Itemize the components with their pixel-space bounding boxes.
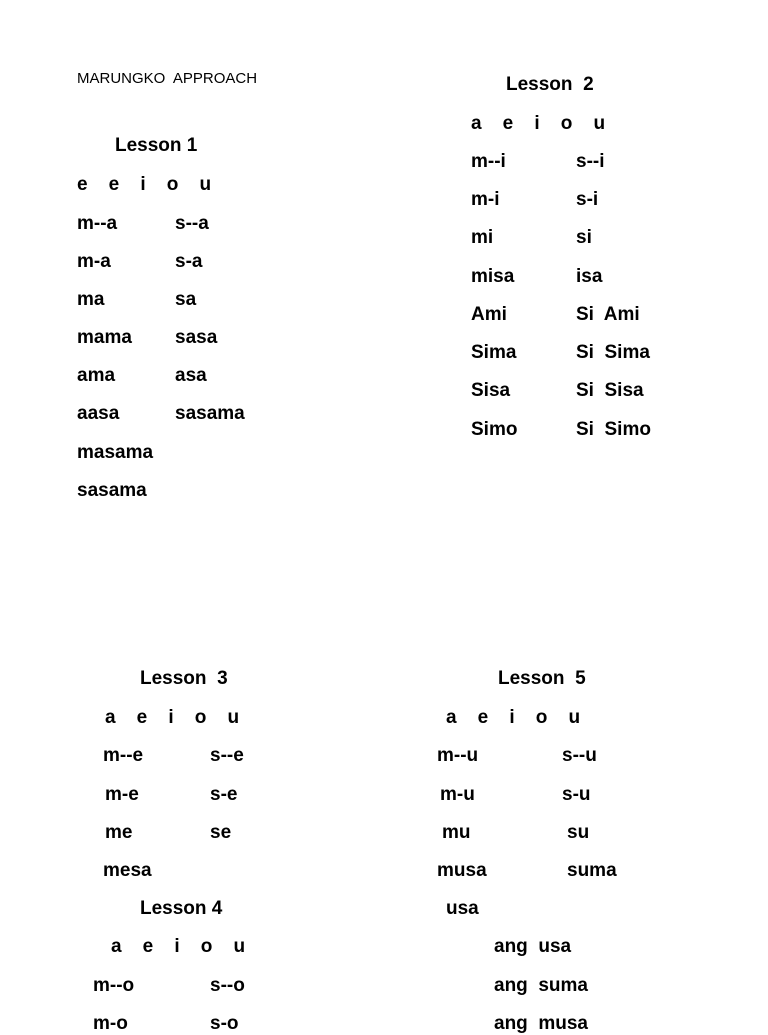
word-left: mesa <box>103 860 152 881</box>
word-left: Sisa <box>471 380 511 401</box>
vowel-row: a e i o u <box>105 707 240 728</box>
word-left: m--a <box>77 213 118 234</box>
word-left: me <box>105 822 133 843</box>
word-right: Si Sisa <box>576 380 644 401</box>
word-left: ma <box>77 289 105 310</box>
page-title: MARUNGKO APPROACH <box>77 70 258 87</box>
word-left: m--o <box>93 975 135 996</box>
phrase: ang musa <box>494 1013 588 1034</box>
word-right: Si Simo <box>576 419 651 440</box>
word-right: isa <box>576 266 603 287</box>
word-right: s-a <box>175 251 203 272</box>
word-right: s-u <box>562 784 591 805</box>
vowel-row: a e i o u <box>446 707 581 728</box>
word-right: s--e <box>210 745 244 766</box>
word-right: s-e <box>210 784 238 805</box>
word-left: misa <box>471 266 515 287</box>
word-right: s--o <box>210 975 245 996</box>
lesson-heading: Lesson 1 <box>115 135 198 156</box>
word-left: m-u <box>440 784 475 805</box>
word-right: Si Sima <box>576 342 650 363</box>
word-right: sasa <box>175 327 218 348</box>
word-left: m--e <box>103 745 144 766</box>
word-left: mu <box>442 822 471 843</box>
word-left: usa <box>446 898 479 919</box>
word-right: se <box>210 822 232 843</box>
word-left: Ami <box>471 304 507 325</box>
phrase: ang usa <box>494 936 572 957</box>
word-left: m-i <box>471 189 500 210</box>
word-right: s-o <box>210 1013 239 1034</box>
word-left: masama <box>77 442 154 463</box>
word-left: aasa <box>77 403 120 424</box>
word-right: s--a <box>175 213 209 234</box>
word-left: Sima <box>471 342 517 363</box>
word-right: su <box>567 822 590 843</box>
lesson-heading: Lesson 3 <box>140 668 228 689</box>
word-right: sa <box>175 289 197 310</box>
word-left: m--i <box>471 151 506 172</box>
phrase: ang suma <box>494 975 588 996</box>
word-right: suma <box>567 860 617 881</box>
word-left: mi <box>471 227 494 248</box>
word-right: s--i <box>576 151 605 172</box>
word-left: Simo <box>471 419 518 440</box>
word-left: sasama <box>77 480 147 501</box>
word-left: m-a <box>77 251 111 272</box>
word-left: m-o <box>93 1013 128 1034</box>
lesson-heading: Lesson 2 <box>506 74 594 95</box>
word-left: m-e <box>105 784 139 805</box>
word-right: s--u <box>562 745 597 766</box>
vowel-row: a e i o u <box>111 936 246 957</box>
vowel-row: e e i o u <box>77 174 212 195</box>
word-left: ama <box>77 365 116 386</box>
vowel-row: a e i o u <box>471 113 606 134</box>
word-right: sasama <box>175 403 245 424</box>
word-right: Si Ami <box>576 304 640 325</box>
lesson-heading: Lesson 5 <box>498 668 586 689</box>
lesson-heading: Lesson 4 <box>140 898 223 919</box>
word-left: mama <box>77 327 132 348</box>
word-left: musa <box>437 860 487 881</box>
word-right: s-i <box>576 189 599 210</box>
word-right: asa <box>175 365 207 386</box>
word-left: m--u <box>437 745 479 766</box>
word-right: si <box>576 227 592 248</box>
